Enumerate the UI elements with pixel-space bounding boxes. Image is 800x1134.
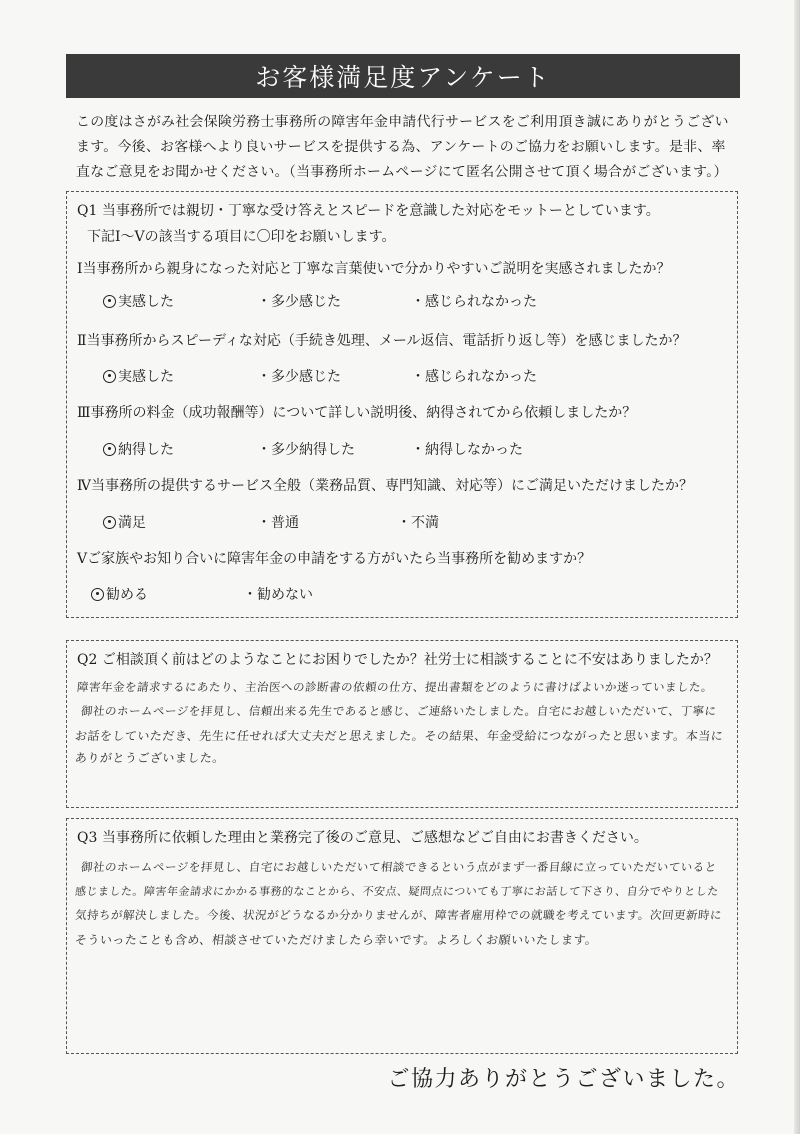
survey-title-bar xyxy=(66,54,740,98)
q1-item-1-option-3[interactable] xyxy=(411,291,537,311)
circle-mark-icon xyxy=(103,370,116,383)
q1-item-2-question: Ⅱ当事務所からスピーディな対応（手続き処理、メール返信、電話折り返し等）を感じましたか？ xyxy=(77,333,687,349)
option-label: ・ 感じられなかった xyxy=(425,294,537,310)
intro-line: ます。今後、お客様へより良いサービスを提供する為、アンケートのご協力をお願いします。是非、率 xyxy=(76,139,726,155)
option-label: 実感した xyxy=(118,369,174,385)
option-label: ・ 多少納得した xyxy=(271,442,355,458)
q1-item-3-option-3[interactable] xyxy=(411,439,523,459)
option-label: ・ 普通 xyxy=(271,515,299,531)
survey-title: お客様満足度アンケート xyxy=(255,63,551,92)
q1-item-4-option-1[interactable] xyxy=(103,512,146,532)
circle-mark-icon xyxy=(103,295,116,308)
q1-item-5-question: Ⅴご家族やお知り合いに障害年金の申請をする方がいたら当事務所を勧めますか？ xyxy=(77,551,592,567)
q1-item-1-question: Ⅰ当事務所から親身になった対応と丁寧な言葉使いで分かりやすいご説明を実感されましたか？ xyxy=(77,261,671,277)
q1-item-2-option-2[interactable] xyxy=(257,366,341,386)
q1-item-1-option-1[interactable] xyxy=(103,291,174,311)
q1-item-2-option-3[interactable] xyxy=(411,366,537,386)
intro-text xyxy=(76,110,736,185)
option-label: ・ 不満 xyxy=(411,515,439,531)
q3-answer-line: そういったことも含め、相談させていただけましたら幸いです。よろしくお願いいたします。 xyxy=(74,933,599,947)
option-label: ・ 納得しなかった xyxy=(425,442,523,458)
closing-thanks: ご協力ありがとうございました。 xyxy=(387,1067,740,1092)
option-label: 実感した xyxy=(118,294,174,310)
q3-section xyxy=(66,818,738,1054)
q1-instruction: 下記Ⅰ～Ⅴの該当する項目に〇印をお願いします。 xyxy=(87,229,396,245)
q3-title: Q3 当事務所に依頼した理由と業務完了後のご意見、ご感想などご自由にお書きください。 xyxy=(77,830,648,846)
q1-item-4-option-2[interactable] xyxy=(257,512,299,532)
q2-section xyxy=(66,640,738,808)
circle-mark-icon xyxy=(91,588,104,601)
option-label: ・ 勧めない xyxy=(257,587,313,603)
q1-item-3-option-2[interactable] xyxy=(257,439,355,459)
q1-title: Q1 当事務所では親切・丁寧な受け答えとスピードを意識した対応をモットーとしています。 xyxy=(77,203,660,219)
intro-line: この度はさがみ社会保険労務士事務所の障害年金申請代行サービスをご利用頂き誠にありがとうござい xyxy=(76,114,729,130)
option-label: 満足 xyxy=(118,515,146,531)
q1-section xyxy=(66,191,738,618)
q1-item-5-option-2[interactable] xyxy=(243,584,313,604)
q3-answer-line: 御社のホームページを拝見し、自宅にお越しいただいて相談できるという点がまず一番目線に立っていただいていると xyxy=(80,860,718,874)
option-label: ・ 感じられなかった xyxy=(425,369,537,385)
q2-answer-line: お話をしていただき、先生に任せれば大丈夫だと思えました。その結果、年金受給につながったと思います。本当に xyxy=(74,729,725,743)
option-label: ・ 多少感じた xyxy=(271,294,341,310)
option-label: 勧める xyxy=(106,587,148,603)
q1-item-4-question: Ⅳ当事務所の提供するサービス全般（業務品質、専門知識、対応等）にご満足いただけましたか？ xyxy=(77,478,693,494)
q3-answer-line: 気持ちが解決しました。今後、状況がどうなるか分かりませんが、障害者雇用枠での就職を考えています。次回更新時に xyxy=(74,908,723,922)
q2-title: Q2 ご相談頂く前はどのようなことにお困りでしたか？社労士に相談することに不安はありましたか？ xyxy=(77,652,718,668)
q1-item-3-question: Ⅲ事務所の料金（成功報酬等）について詳しい説明後、納得されてから依頼しましたか？ xyxy=(77,405,637,421)
intro-line: 直なご意見をお聞かせください。（当事務所ホームページにて匿名公開させて頂く場合がございます。） xyxy=(76,164,728,180)
q1-item-3-option-1[interactable] xyxy=(103,439,174,459)
q2-answer-line: ありがとうございました。 xyxy=(74,751,226,765)
q1-item-4-option-3[interactable] xyxy=(397,512,439,532)
circle-mark-icon xyxy=(103,516,116,529)
option-label: 納得した xyxy=(118,442,174,458)
q2-answer-line: 障害年金を請求するにあたり、主治医への診断書の依頼の仕方、提出書類をどのように書けばよいか迷っていました。 xyxy=(76,680,714,694)
q1-item-1-option-2[interactable] xyxy=(257,291,341,311)
page-edge xyxy=(794,0,800,1134)
q2-answer-line: 御社のホームページを拝見し、信頼出来る先生であると感じ、ご連絡いたしました。自宅にお越しいただいて、丁寧に xyxy=(80,704,718,718)
circle-mark-icon xyxy=(103,443,116,456)
q3-answer-line: 感じました。障害年金請求にかかる事務的なことから、不安点、疑問点についても丁寧にお話して下さり、自分でやりとした xyxy=(74,885,720,898)
q1-item-5-option-1[interactable] xyxy=(91,584,148,604)
option-label: ・ 多少感じた xyxy=(271,369,341,385)
q1-item-2-option-1[interactable] xyxy=(103,366,174,386)
